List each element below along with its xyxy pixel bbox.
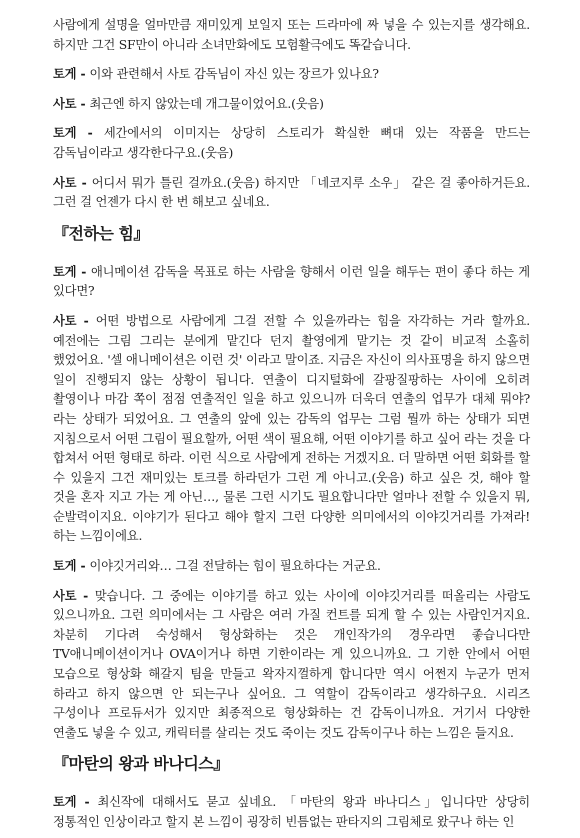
paragraph-text: 세간에서의 이미지는 상당히 스토리가 확실한 뼈대 있는 작품을 만드는 감독님이라고 생각한다구요.(웃음): [53, 126, 530, 160]
dialogue-paragraph: [53, 793, 530, 832]
speaker-name: 사토: [53, 175, 77, 190]
paragraph-text: 어디서 뭐가 틀린 걸까요.(웃음) 하지만 「네코지루 소우」 같은 걸 좋아하거든요. 그런 걸 언젠가 다시 한 번 해보고 싶네요.: [53, 175, 530, 210]
speaker-separator: -: [76, 313, 96, 328]
dialogue-paragraph: [53, 95, 530, 115]
paragraph-text: 이와 관련해서 사토 감독님이 자신 있는 장르가 있나요?: [89, 67, 379, 82]
paragraph-text: 맞습니다. 그 중에는 이야기를 하고 있는 사이에 이야깃거리를 떠올리는 사람도 있으니까요. 그런 의미에서는 그 사람은 여러 가질 컨트를 되게 할 수 있는 사람인거지요. 차분히 기다려 숙성해서 형상화하는 것은 개인작가의 경우라면 좋습니다만 TV애니메이션이거나 OVA이거나 하면 기한이라는 게 있으니까요. 그 기한 안에서 어떤 모습으로 형상화 해갈지 팀을 만들고 왁자지껄하게 합니다만 역시 어쩐지 누군가 먼저 하라고 하지 않으면 안 되는구나 싶어요. 그 역할이 감독이라고 생각하구요. 시리즈 구성이나 프로듀서가 있지만 최종적으로 형상화하는 건 감독이니까요. 거기서 다양한 연출도 넣을 수 있고, 캐릭터를 살리는 것도 죽이는 것도 감독이구나 하는 느낌은 들지요.: [53, 588, 530, 740]
speaker-name: 토게: [53, 559, 77, 574]
speaker-separator: -: [76, 175, 92, 190]
speaker-separator: -: [76, 588, 95, 603]
speaker-separator: -: [76, 96, 90, 111]
dialogue-paragraph: [53, 174, 530, 213]
dialogue-paragraph: [53, 263, 530, 302]
paragraph-text: 애니메이션 감독을 목표로 하는 사람을 향해서 이런 일을 해두는 편이 좋다 하는 게 있다면?: [53, 264, 530, 299]
speaker-separator: -: [76, 264, 91, 279]
paragraph-text: 어떤 방법으로 사람에게 그걸 전할 수 있을까라는 힘을 자각하는 거라 할까요. 예전에는 그림 그리는 분에게 맡긴다 던지 촬영에게 맡기는 것 같이 비교적 소홀히 했었어요. '셀 애니메이션은 이런 것' 이라고 말이죠. 지금은 자신이 의사표명을 하지 않으면 일이 진행되지 않는 상황이 됩니다. 연출이 디지털화에 갈팡질팡하는 사이에 오히려 촬영이나 마감 쪽이 점점 연출적인 일을 하고 있으니까 더욱더 연출의 업무가 대체 뭐야? 라는 상태가 되었어요. 그 연출의 앞에 있는 감독의 업무는 그럼 뭘까 하는 상태가 되면 지침으로서 어떤 그림이 필요할까, 어떤 색이 필요해, 어떤 이야기를 하고 싶어 라는 것을 다 합쳐서 어떤 형태로 하라. 이런 식으로 사람에게 전하는 거겠지요. 더 말하면 어떤 회화를 할 수 있을지 그건 재미있는 토크를 하라던가 그런 게 아니고.(웃음) 하고 싶은 것, 해야 할 것을 혼자 지고 가는 게 아닌…, 물론 그런 시기도 필요합니다만 얼마나 전할 수 있을지 뭐, 순발력이지요. 이야기가 된다고 해야 할지 그런 다양한 의미에서의 이야깃거리를 가져라! 하는 느낌이에요.: [53, 313, 530, 544]
paragraph-text: 최신작에 대해서도 묻고 싶네요. 「마탄의 왕과 바나디스」입니다만 상당히 정통적인 인상이라고 할지 본 느낌이 굉장히 빈틈없는 판타지의 그림체로 왔구나 하는 인: [53, 795, 530, 829]
speaker-name: 토게: [53, 126, 77, 141]
speaker-name: 토게: [53, 67, 77, 82]
section-heading: 『마탄의 왕과 바나디스』: [53, 754, 229, 774]
paragraph-text: 이야깃거리와… 그걸 전달하는 힘이 필요하다는 거군요.: [89, 559, 381, 574]
speaker-separator: -: [76, 559, 90, 574]
speaker-name: 사토: [53, 96, 77, 111]
speaker-name: 사토: [53, 313, 77, 328]
dialogue-paragraph: [53, 587, 530, 744]
body-paragraph: [53, 16, 530, 55]
speaker-name: 사토: [53, 588, 77, 603]
speaker-separator: -: [76, 795, 98, 810]
paragraph-text: 최근엔 하지 않았는데 개그물이었어요.(웃음): [89, 96, 324, 111]
paragraph-text: 사람에게 설명을 얼마만큼 재미있게 보일지 또는 드라마에 짜 넣을 수 있는지를 생각해요. 하지만 그건 SF만이 아니라 소녀만화에도 모험활극에도 똑같습니다.: [53, 18, 530, 52]
speaker-name: 토게: [53, 264, 77, 279]
dialogue-paragraph: [53, 312, 530, 547]
dialogue-paragraph: [53, 65, 530, 85]
dialogue-paragraph: [53, 124, 530, 163]
dialogue-paragraph: [53, 557, 530, 577]
section-heading: 『전하는 힘』: [53, 223, 149, 243]
speaker-separator: -: [76, 126, 104, 141]
speaker-name: 토게: [53, 795, 77, 810]
speaker-separator: -: [76, 67, 90, 82]
